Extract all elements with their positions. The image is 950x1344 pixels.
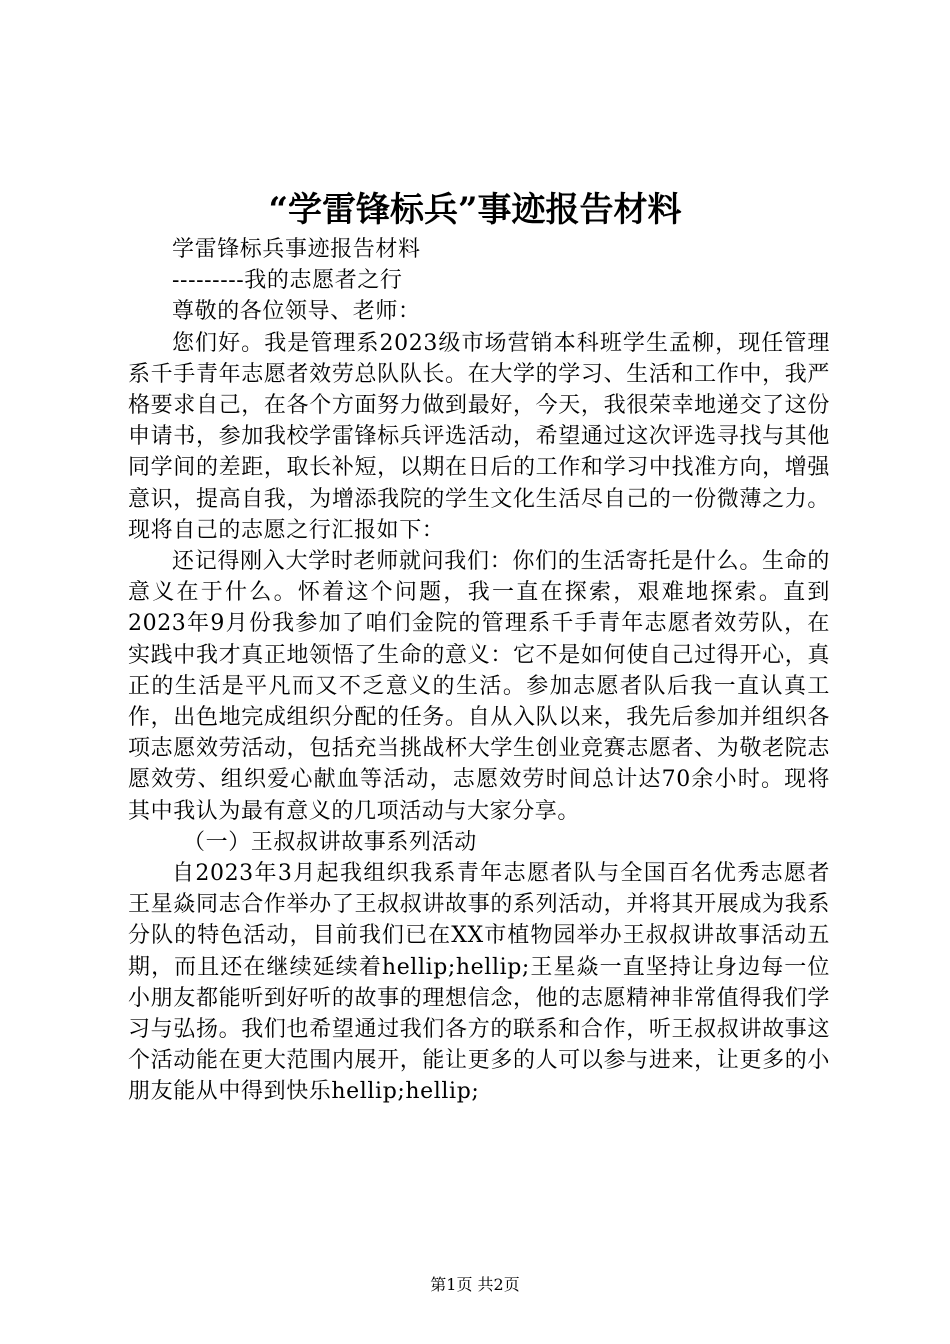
section-heading: （一）王叔叔讲故事系列活动 [183, 829, 477, 855]
document-title: “学雷锋标兵”事迹报告材料 [268, 190, 682, 230]
page-footer: 第1页 共2页 [430, 1275, 520, 1294]
paragraph-recollection: 还记得刚入大学时老师就问我们：你们的生活寄托是什么。生命的意义在于什么。怀着这个问题，我一直在探索，艰难地探索。直到2023年9月份我参加了咱们金院的管理系千手青年志愿者效劳队，在实践中我才真正地领悟了生命的意义：它不是如何使自己过得开心，真正的生活是平凡而又不乏意义的生活。参加志愿者队后我一直认真工作，出色地完成组织分配的任务。自从入队以来，我先后参加并组织各项志愿效劳活动，包括充当挑战杯大学生创业竞赛志愿者、为敬老院志愿效劳、组织爱心献血等活动，志愿效劳时间总计达70余小时。现将其中我认为最有意义的几项活动与大家分享。 [128, 549, 830, 824]
salutation: 尊敬的各位领导、老师： [172, 299, 421, 325]
subtitle-dash-line: ---------我的志愿者之行 [172, 268, 403, 294]
subtitle-line: 学雷锋标兵事迹报告材料 [172, 237, 421, 262]
paragraph-intro: 您们好。我是管理系2023级市场营销本科班学生孟柳，现任管理系千手青年志愿者效劳总队队长。在大学的学习、生活和工作中，我严格要求自己，在各个方面努力做到最好，今天，我很荣幸地递交了这份申请书，参加我校学雷锋标兵评选活动，希望通过这次评选寻找与其他同学间的差距，取长补短，以期在日后的工作和学习中找准方向，增强意识，提高自我，为增添我院的学生文化生活尽自己的一份微薄之力。现将自己的志愿之行汇报如下： [128, 330, 830, 543]
paragraph-story-activity: 自2023年3月起我组织我系青年志愿者队与全国百名优秀志愿者王星焱同志合作举办了王叔叔讲故事的系列活动，并将其开展成为我系分队的特色活动，目前我们已在XX市植物园举办王叔叔讲故事活动五期，而且还在继续延续着hellip;hellip;王星焱一直坚持让身边每一位小朋友都能听到好听的故事的理想信念，他的志愿精神非常值得我们学习与弘扬。我们也希望通过我们各方的联系和合作，听王叔叔讲故事这个活动能在更大范围内展开，能让更多的人可以参与进来，让更多的小朋友能从中得到快乐hellip;hellip; [128, 861, 830, 1105]
document-body [128, 234, 830, 1108]
